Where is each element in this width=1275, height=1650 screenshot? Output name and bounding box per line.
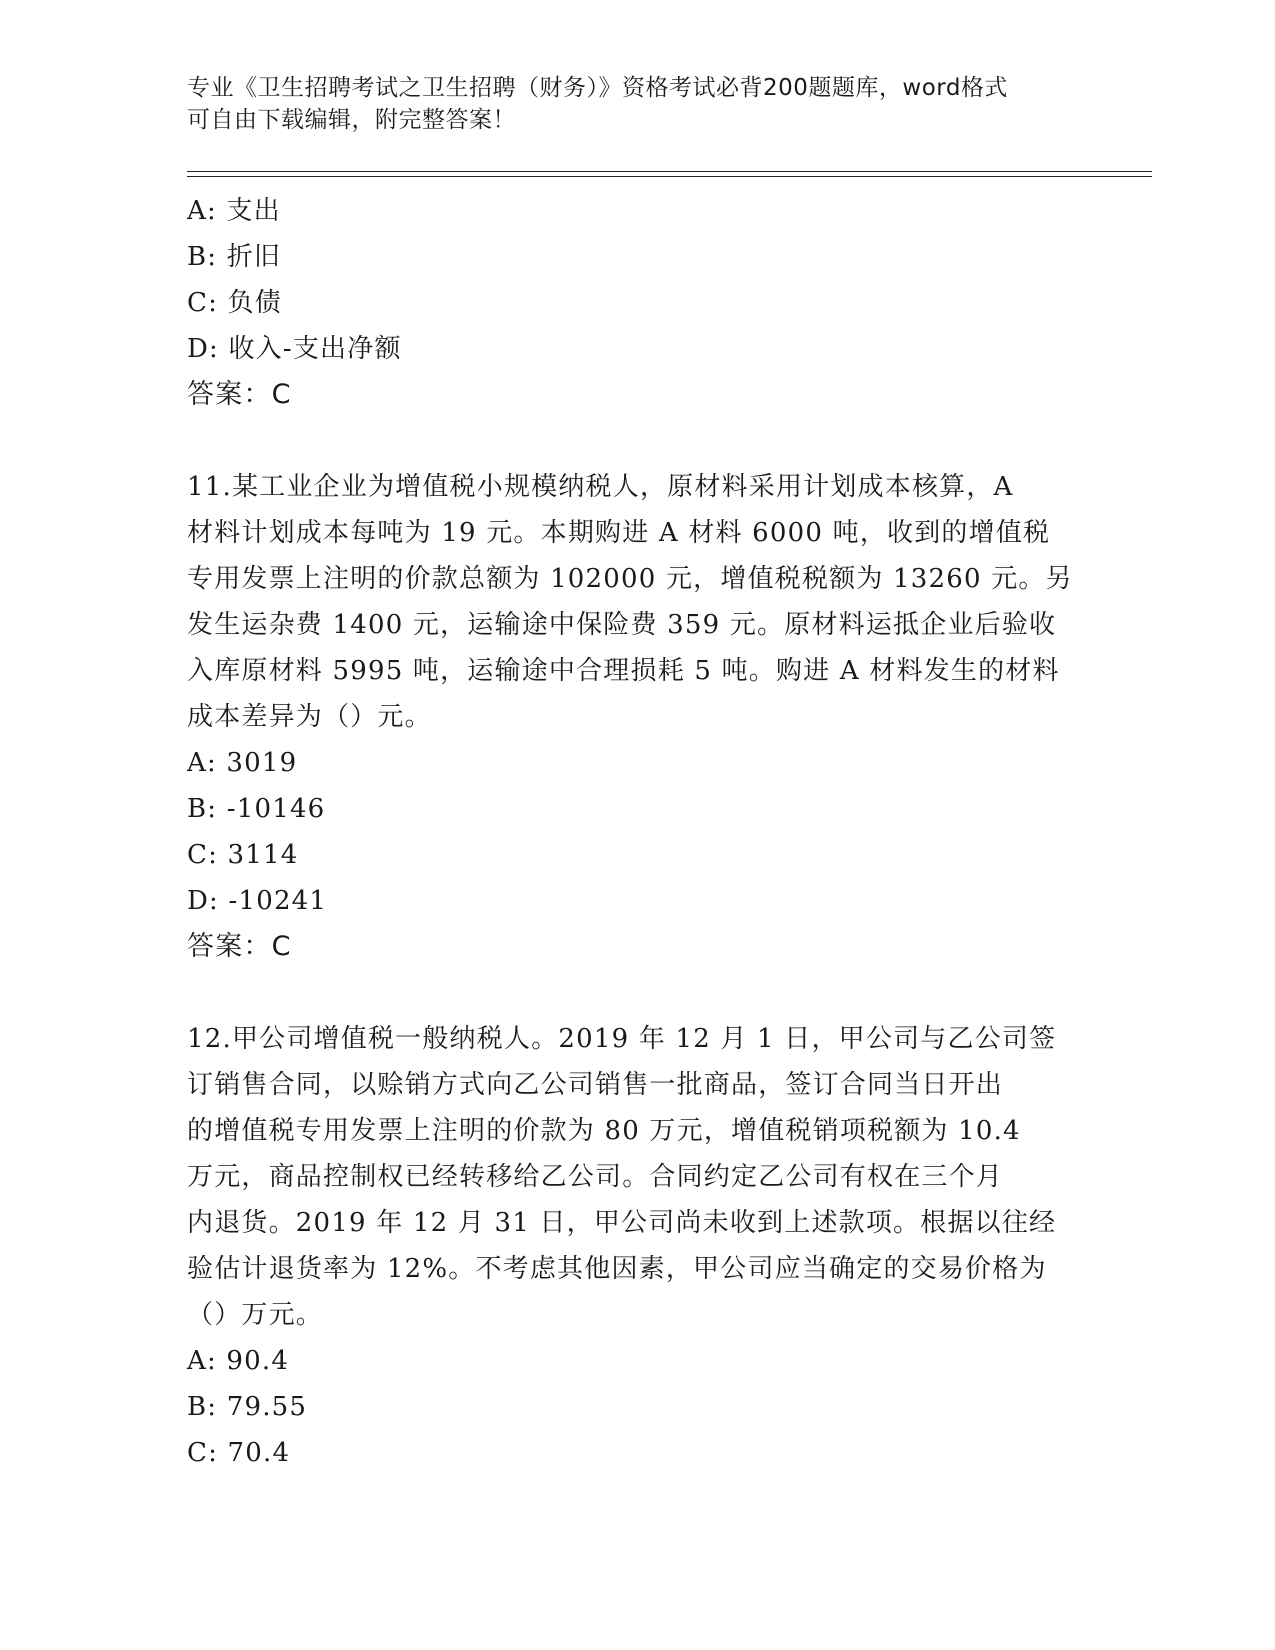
question-text-line: 材料计划成本每吨为 19 元。本期购进 A 材料 6000 吨，收到的增值税 — [187, 518, 1051, 548]
question-text-line: 专用发票上注明的价款总额为 102000 元，增值税税额为 13260 元。另 — [187, 564, 1073, 594]
question-text-line: 内退货。2019 年 12 月 31 日，甲公司尚未收到上述款项。根据以往经 — [187, 1208, 1057, 1238]
option-c: C: 3114 — [187, 840, 299, 870]
answer: 答案：C — [187, 931, 292, 962]
option-d: D: -10241 — [187, 886, 328, 916]
question-text-line: 万元，商品控制权已经转移给乙公司。合同约定乙公司有权在三个月 — [187, 1162, 1004, 1192]
option-a: A: 支出 — [187, 196, 281, 226]
option-b: B: 79.55 — [187, 1392, 308, 1422]
question-text-line: 的增值税专用发票上注明的价款为 80 万元，增值税销项税额为 10.4 — [187, 1116, 1021, 1146]
answer: 答案：C — [187, 379, 292, 410]
question-text-line: 11.某工业企业为增值税小规模纳税人，原材料采用计划成本核算，A — [187, 472, 1014, 502]
prev-question — [187, 188, 1087, 418]
header-line-2: 可自由下载编辑，附完整答案！ — [187, 107, 516, 133]
option-a: A: 90.4 — [187, 1346, 290, 1376]
document-header — [187, 72, 1067, 136]
question-text-line: （）万元。 — [187, 1300, 324, 1330]
option-b: B: -10146 — [187, 794, 326, 824]
question-12 — [187, 1016, 1087, 1476]
question-text-line: 发生运杂费 1400 元，运输途中保险费 359 元。原材料运抵企业后验收 — [187, 610, 1057, 640]
header-rule-bottom — [187, 176, 1152, 177]
option-a: A: 3019 — [187, 748, 298, 778]
header-rule-top — [187, 171, 1152, 172]
question-text-line: 验估计退货率为 12%。不考虑其他因素，甲公司应当确定的交易价格为 — [187, 1254, 1047, 1284]
option-c: C: 负债 — [187, 288, 282, 318]
question-11 — [187, 464, 1087, 970]
question-text-line: 12.甲公司增值税一般纳税人。2019 年 12 月 1 日，甲公司与乙公司签 — [187, 1024, 1057, 1054]
option-b: B: 折旧 — [187, 242, 282, 272]
document-body — [187, 188, 1087, 1476]
question-text-line: 成本差异为（）元。 — [187, 702, 432, 732]
question-text-line: 入库原材料 5995 吨，运输途中合理损耗 5 吨。购进 A 材料发生的材料 — [187, 656, 1060, 686]
option-c: C: 70.4 — [187, 1438, 291, 1468]
option-d: D: 收入-支出净额 — [187, 334, 402, 364]
question-text-line: 订销售合同，以赊销方式向乙公司销售一批商品，签订合同当日开出 — [187, 1070, 1004, 1100]
header-line-1: 专业《卫生招聘考试之卫生招聘（财务）》资格考试必背200题题库，word格式 — [187, 75, 1008, 101]
